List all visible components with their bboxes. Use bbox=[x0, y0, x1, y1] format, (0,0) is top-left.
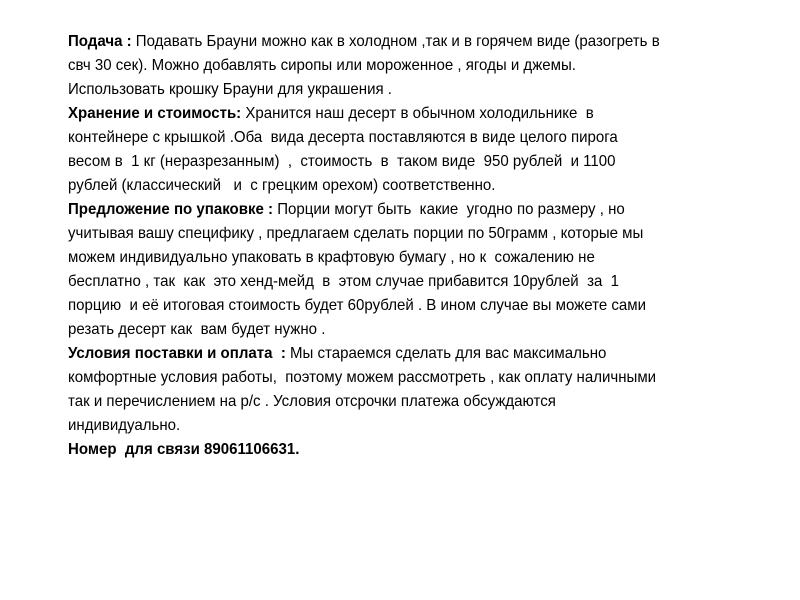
text-line: так и перечислением на р/с . Условия отсрочки платежа обсуждаются bbox=[68, 393, 556, 410]
text-line: учитывая вашу специфику , предлагаем сделать порции по 50грамм , которые мы bbox=[68, 225, 644, 242]
section-text: Порции могут быть какие угодно по размеру , но bbox=[273, 201, 625, 218]
text-line: порцию и её итоговая стоимость будет 60рублей . В ином случае вы можете сами bbox=[68, 297, 646, 314]
section-text: Мы стараемся сделать для вас максимально bbox=[285, 345, 607, 362]
text-line: индивидуально. bbox=[68, 417, 181, 434]
section-heading-delivery-payment: Условия поставки и оплата : bbox=[68, 345, 286, 362]
section-serving bbox=[68, 30, 693, 102]
text-line: бесплатно , так как это хенд-мейд в этом случае прибавится 10рублей за 1 bbox=[68, 273, 620, 290]
section-storage-price bbox=[68, 102, 693, 198]
text-line bbox=[68, 342, 693, 366]
text-line: Использовать крошку Брауни для украшения . bbox=[68, 81, 392, 98]
section-text: Подавать Брауни можно как в холодном ,так и в горячем виде (разогреть в bbox=[131, 33, 660, 50]
section-packaging bbox=[68, 198, 693, 342]
text-line bbox=[68, 102, 693, 126]
section-heading-storage-price: Хранение и стоимость: bbox=[68, 105, 242, 122]
text-line: рублей (классический и с грецким орехом) соответственно. bbox=[68, 177, 496, 194]
section-heading-packaging: Предложение по упаковке : bbox=[68, 201, 274, 218]
document-text bbox=[68, 30, 693, 462]
text-line: резать десерт как вам будет нужно . bbox=[68, 321, 326, 338]
section-text: Хранится наш десерт в обычном холодильнике в bbox=[241, 105, 594, 122]
section-heading-serving: Подача : bbox=[68, 33, 132, 50]
text-line bbox=[68, 198, 693, 222]
text-line: контейнере с крышкой .Оба вида десерта поставляются в виде целого пирога bbox=[68, 129, 618, 146]
section-delivery-payment bbox=[68, 342, 693, 438]
text-line: комфортные условия работы, поэтому можем рассмотреть , как оплату наличными bbox=[68, 369, 657, 386]
text-line: свч 30 сек). Можно добавлять сиропы или мороженное , ягоды и джемы. bbox=[68, 57, 576, 74]
text-line: можем индивидуально упаковать в крафтовую бумагу , но к сожалению не bbox=[68, 249, 595, 266]
text-line: весом в 1 кг (неразрезанным) , стоимость в таком виде 950 рублей и 1100 bbox=[68, 153, 616, 170]
contact-phone: Номер для связи 89061106631. bbox=[68, 441, 300, 458]
text-line bbox=[68, 30, 693, 54]
